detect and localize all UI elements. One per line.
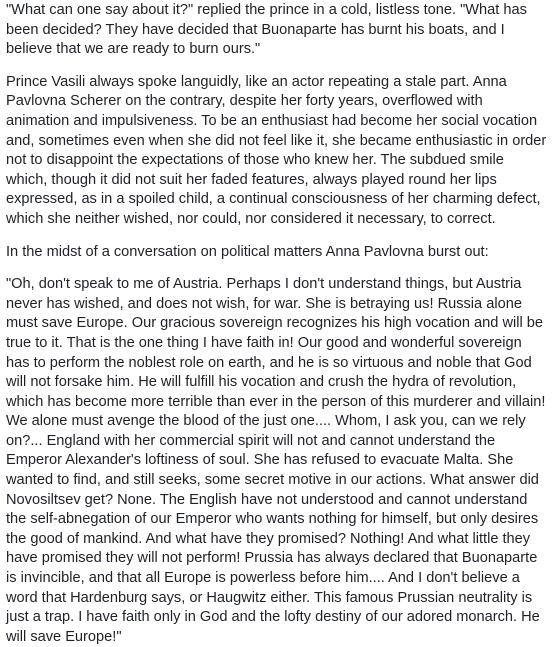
paragraph-prince-reply: "What can one say about it?" replied the prince in a cold, listless tone. "What has been decided? They have decided that Buonaparte has burnt his boats, and I believe that we are ready to burn ours."	[6, 2, 527, 58]
paragraph-vasili-description: Prince Vasili always spoke languidly, like an actor repeating a stale part. Anna Pavlovna Scherer on the contrary, despite her forty years, overflowed with animation and impulsiveness. To be an enthusiast had become her social vocation and, sometimes even when she did not feel like it, she became enthusiastic in order not to disappoint the expectations of those who knew her. The subdued smile which, though it did not suit her faded features, always played round her lips expressed, as in a spoiled child, a continual consciousness of her charming defect, which she neither wished, nor could, nor considered it necessary, to correct.	[6, 73, 547, 227]
paragraph-anna-speech: "Oh, don't speak to me of Austria. Perhaps I don't understand things, but Austria never has wished, and does not wish, for war. She is betraying us! Russia alone must save Europe. Our gracious sovereign recognizes his high vocation and will be true to it. That is the one thing I have faith in! Our good and wonderful sovereign has to perform the noblest role on earth, and he is so virtuous and noble that God will not forsake him. He will fulfill his vocation and crush the hydra of revolution, which has become more terrible than ever in the person of this murderer and villain! We alone must avenge the blood of the just one.... Whom, I ask you, can we rely on?... England with her commercial spirit will not and cannot understand the Emperor Alexander's loftiness of soul. She has refused to evacuate Malta. She wanted to find, and still seeks, some secret motive in our actions. What answer did Novosiltsev get? None. The English have not understood and cannot understand the self-abnegation of our Emperor who wants nothing for himself, but only desires the good of mankind. And what have they promised? Nothing! And what little they have promised they will not perform! Prussia has always declared that Buonaparte is invincible, and that all Europe is powerless before him.... And I don't believe a word that Hardenburg says, or Haugwitz either. This famous Prussian neutrality is just a trap. I have faith only in God and the lofty destiny of our adored monarch. He will save Europe!"	[6, 276, 546, 645]
paragraph-conversation-intro: In the midst of a conversation on political matters Anna Pavlovna burst out:	[6, 243, 489, 260]
